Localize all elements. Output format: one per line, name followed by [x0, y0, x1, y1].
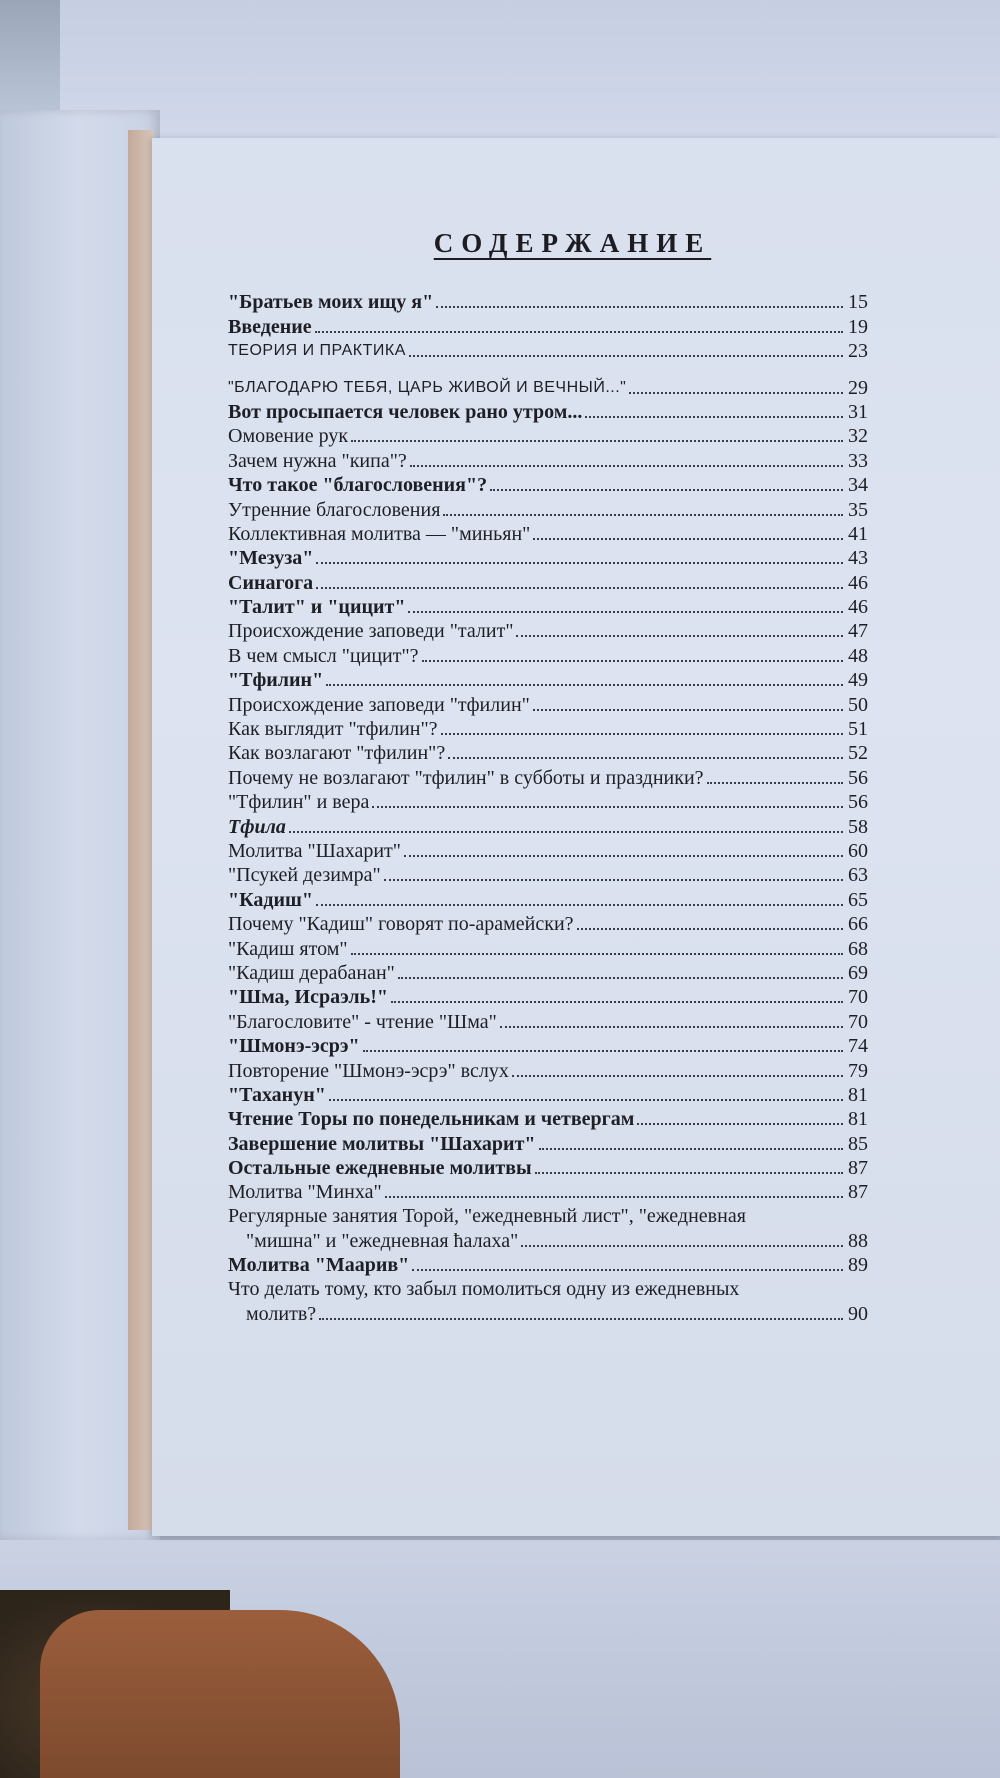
dot-leader [351, 440, 843, 442]
toc-entry-page: 33 [848, 449, 868, 472]
toc-entry-page: 87 [848, 1157, 868, 1180]
toc-entry-title: "БЛАГОДАРЮ ТЕБЯ, ЦАРЬ ЖИВОЙ И ВЕЧНЫЙ..." [228, 378, 627, 396]
dot-leader [533, 538, 843, 540]
toc-entry-page: 31 [848, 400, 868, 423]
toc-entry [228, 839, 868, 863]
dot-leader [422, 660, 843, 662]
toc-entry [228, 375, 868, 399]
toc-entry [228, 1228, 868, 1252]
toc-entry [228, 1009, 868, 1033]
toc-entry [228, 497, 868, 521]
toc-entry-title: "Шма, Исраэль!" [228, 986, 388, 1009]
toc-entry-title: "Кадиш" [228, 888, 313, 911]
toc-entry-page: 58 [848, 815, 868, 838]
toc-entry [228, 522, 868, 546]
toc-entry [228, 912, 868, 936]
dot-leader [408, 611, 843, 613]
toc-entry [228, 473, 868, 497]
toc-entry-page: 56 [848, 766, 868, 789]
toc-entry-title: "Тфилин" [228, 669, 324, 692]
dot-leader [315, 331, 843, 333]
toc-entry-page: 15 [848, 291, 868, 314]
toc-entry-title: Коллективная молитва — "миньян" [228, 522, 531, 545]
toc-entry-page: 70 [848, 986, 868, 1009]
toc-entry-title: Что такое "благословения"? [228, 474, 488, 497]
toc-entry-title: "Кадиш ятом" [228, 937, 348, 960]
toc-entry-title: Молитва "Минха" [228, 1181, 382, 1204]
dot-leader [329, 1099, 843, 1101]
dot-leader [404, 855, 843, 857]
dot-leader [316, 904, 843, 906]
toc-entry-page: 49 [848, 669, 868, 692]
toc-entry [228, 1058, 868, 1082]
toc-entry [228, 1301, 868, 1325]
toc-entry-title: Происхождение заповеди "тфилин" [228, 693, 530, 716]
dot-leader [384, 879, 843, 881]
toc-entry-page: 52 [848, 742, 868, 765]
dot-leader [391, 1001, 843, 1003]
toc-entry [228, 741, 868, 765]
toc-entry-title: Как возлагают "тфилин"? [228, 742, 446, 765]
toc-entry-page: 35 [848, 498, 868, 521]
dot-leader [398, 977, 843, 979]
toc-entry-title: "Талит" и "цицит" [228, 596, 406, 619]
toc-entry-page: 81 [848, 1108, 868, 1131]
toc-entry-title: Повторение "Шмонэ-эсрэ" вслух [228, 1059, 509, 1082]
toc-entry-title: "Тфилин" и вера [228, 791, 370, 814]
toc-entry [228, 1034, 868, 1058]
toc-entry [228, 1277, 868, 1301]
dot-leader [585, 416, 843, 418]
toc-entry-title: "мишна" и "ежедневная ћалаха" [246, 1229, 519, 1252]
dot-leader [490, 489, 843, 491]
toc-entry-page: 74 [848, 1035, 868, 1058]
toc-entry [228, 595, 868, 619]
dot-leader [409, 355, 843, 357]
toc-entry-title: Утренние благословения [228, 498, 441, 521]
dot-leader [577, 928, 843, 930]
dot-leader [533, 709, 843, 711]
toc-entry-page: 66 [848, 913, 868, 936]
toc-entry-page: 88 [848, 1229, 868, 1252]
toc-entry-page: 50 [848, 693, 868, 716]
toc-entry-title: Происхождение заповеди "талит" [228, 620, 514, 643]
toc-entry-page: 19 [848, 315, 868, 338]
dot-leader [316, 562, 843, 564]
toc-entry-title: Синагога [228, 571, 314, 594]
toc-entry-title: Завершение молитвы "Шахарит" [228, 1132, 536, 1155]
toc-entry-page: 41 [848, 522, 868, 545]
hand [40, 1610, 400, 1778]
toc-entry-page: 46 [848, 571, 868, 594]
toc-entry [228, 863, 868, 887]
toc-entry-title: Тфила [228, 815, 286, 838]
toc-entry [228, 790, 868, 814]
toc-entry [228, 339, 868, 363]
toc-entry [228, 1180, 868, 1204]
toc-entry-title: Чтение Торы по понедельникам и четвергам [228, 1108, 635, 1131]
toc-entry [228, 1131, 868, 1155]
toc-entry-title: "Братьев моих ищу я" [228, 291, 434, 314]
toc-entry-page: 65 [848, 888, 868, 911]
dot-leader [512, 1075, 843, 1077]
toc-entry-title: "Таханун" [228, 1083, 326, 1106]
dot-leader [539, 1148, 844, 1150]
dot-leader [289, 831, 843, 833]
toc-entry-page: 90 [848, 1302, 868, 1325]
dot-leader [707, 782, 843, 784]
toc-entry [228, 1253, 868, 1277]
toc-entry-page: 48 [848, 644, 868, 667]
toc-entry [228, 1156, 868, 1180]
toc-entry-title: "Мезуза" [228, 547, 314, 570]
background-sheet-top [60, 0, 1000, 140]
toc-entry-title: Что делать тому, кто забыл помолиться одну из ежедневных [228, 1278, 740, 1301]
toc-entry [228, 570, 868, 594]
toc-entry [228, 1107, 868, 1131]
toc-entry-page: 70 [848, 1010, 868, 1033]
toc-entry-page: 43 [848, 547, 868, 570]
dot-leader [443, 514, 843, 516]
dot-leader [500, 1026, 843, 1028]
dot-leader [319, 1318, 843, 1320]
toc-entry [228, 448, 868, 472]
toc-entry [228, 887, 868, 911]
toc-entry-page: 79 [848, 1059, 868, 1082]
toc-entry-page: 60 [848, 839, 868, 862]
toc-entry [228, 765, 868, 789]
toc-entry-title: Регулярные занятия Торой, "ежедневный лист", "ежедневная [228, 1205, 746, 1228]
toc-entry [228, 961, 868, 985]
toc-entry-title: "Шмонэ-эсрэ" [228, 1035, 360, 1058]
toc-entry-title: Молитва "Шахарит" [228, 839, 401, 862]
dot-leader [326, 684, 843, 686]
toc-entry-page: 34 [848, 474, 868, 497]
toc-entry-page: 23 [848, 340, 868, 363]
dot-leader [412, 1269, 843, 1271]
toc-entry [228, 314, 868, 338]
dot-leader [637, 1123, 843, 1125]
toc-entry-title: "Псукей дезимра" [228, 864, 381, 887]
dot-leader [410, 465, 843, 467]
toc-entry-title: Введение [228, 315, 312, 338]
toc-entry-title: Как выглядит "тфилин"? [228, 718, 438, 741]
table-of-contents [228, 290, 868, 1326]
dot-leader [436, 306, 843, 308]
toc-entry-title: Зачем нужна "кипа"? [228, 449, 407, 472]
toc-entry-page: 29 [848, 376, 868, 399]
toc-entry-page: 68 [848, 937, 868, 960]
toc-entry [228, 985, 868, 1009]
toc-entry-title: "Кадиш дерабанан" [228, 961, 395, 984]
dot-leader [351, 953, 843, 955]
toc-entry-title: молитв? [246, 1302, 317, 1325]
toc-entry-title: Почему "Кадиш" говорят по-арамейски? [228, 913, 574, 936]
toc-entry-title: "Благословите" - чтение "Шма" [228, 1010, 497, 1033]
toc-entry-title: Молитва "Маарив" [228, 1254, 410, 1277]
dot-leader [448, 757, 843, 759]
toc-entry-page: 85 [848, 1132, 868, 1155]
dot-leader [372, 806, 843, 808]
toc-entry [228, 668, 868, 692]
dot-leader [629, 392, 843, 394]
toc-entry [228, 400, 868, 424]
toc-entry [228, 1083, 868, 1107]
dot-leader [535, 1172, 843, 1174]
toc-entry [228, 692, 868, 716]
dot-leader [316, 587, 843, 589]
dot-leader [363, 1050, 843, 1052]
toc-entry [228, 936, 868, 960]
toc-entry-page: 32 [848, 425, 868, 448]
toc-entry-title: В чем смысл "цицит"? [228, 644, 419, 667]
toc-entry [228, 619, 868, 643]
toc-entry [228, 643, 868, 667]
dot-leader [385, 1196, 843, 1198]
dot-leader [516, 635, 843, 637]
toc-entry [228, 1204, 868, 1228]
toc-entry [228, 290, 868, 314]
toc-entry-page: 89 [848, 1254, 868, 1277]
toc-entry [228, 814, 868, 838]
book-spine-edge [128, 130, 154, 1530]
toc-entry [228, 424, 868, 448]
toc-entry [228, 546, 868, 570]
toc-entry-title: Остальные ежедневные молитвы [228, 1157, 532, 1180]
dot-leader [521, 1245, 843, 1247]
toc-entry-page: 56 [848, 791, 868, 814]
page-title: СОДЕРЖАНИЕ [433, 228, 712, 258]
toc-entry-title: Вот просыпается человек рано утром... [228, 400, 583, 423]
toc-entry-page: 81 [848, 1083, 868, 1106]
toc-entry-page: 69 [848, 961, 868, 984]
toc-entry-page: 46 [848, 596, 868, 619]
toc-entry [228, 717, 868, 741]
toc-entry-title: ТЕОРИЯ И ПРАКТИКА [228, 342, 406, 360]
toc-entry-page: 87 [848, 1181, 868, 1204]
toc-entry-title: Омовение рук [228, 425, 349, 448]
toc-entry-page: 63 [848, 864, 868, 887]
toc-entry-page: 51 [848, 718, 868, 741]
dot-leader [441, 733, 843, 735]
toc-entry-title: Почему не возлагают "тфилин" в субботы и праздники? [228, 766, 704, 789]
toc-entry-page: 47 [848, 620, 868, 643]
